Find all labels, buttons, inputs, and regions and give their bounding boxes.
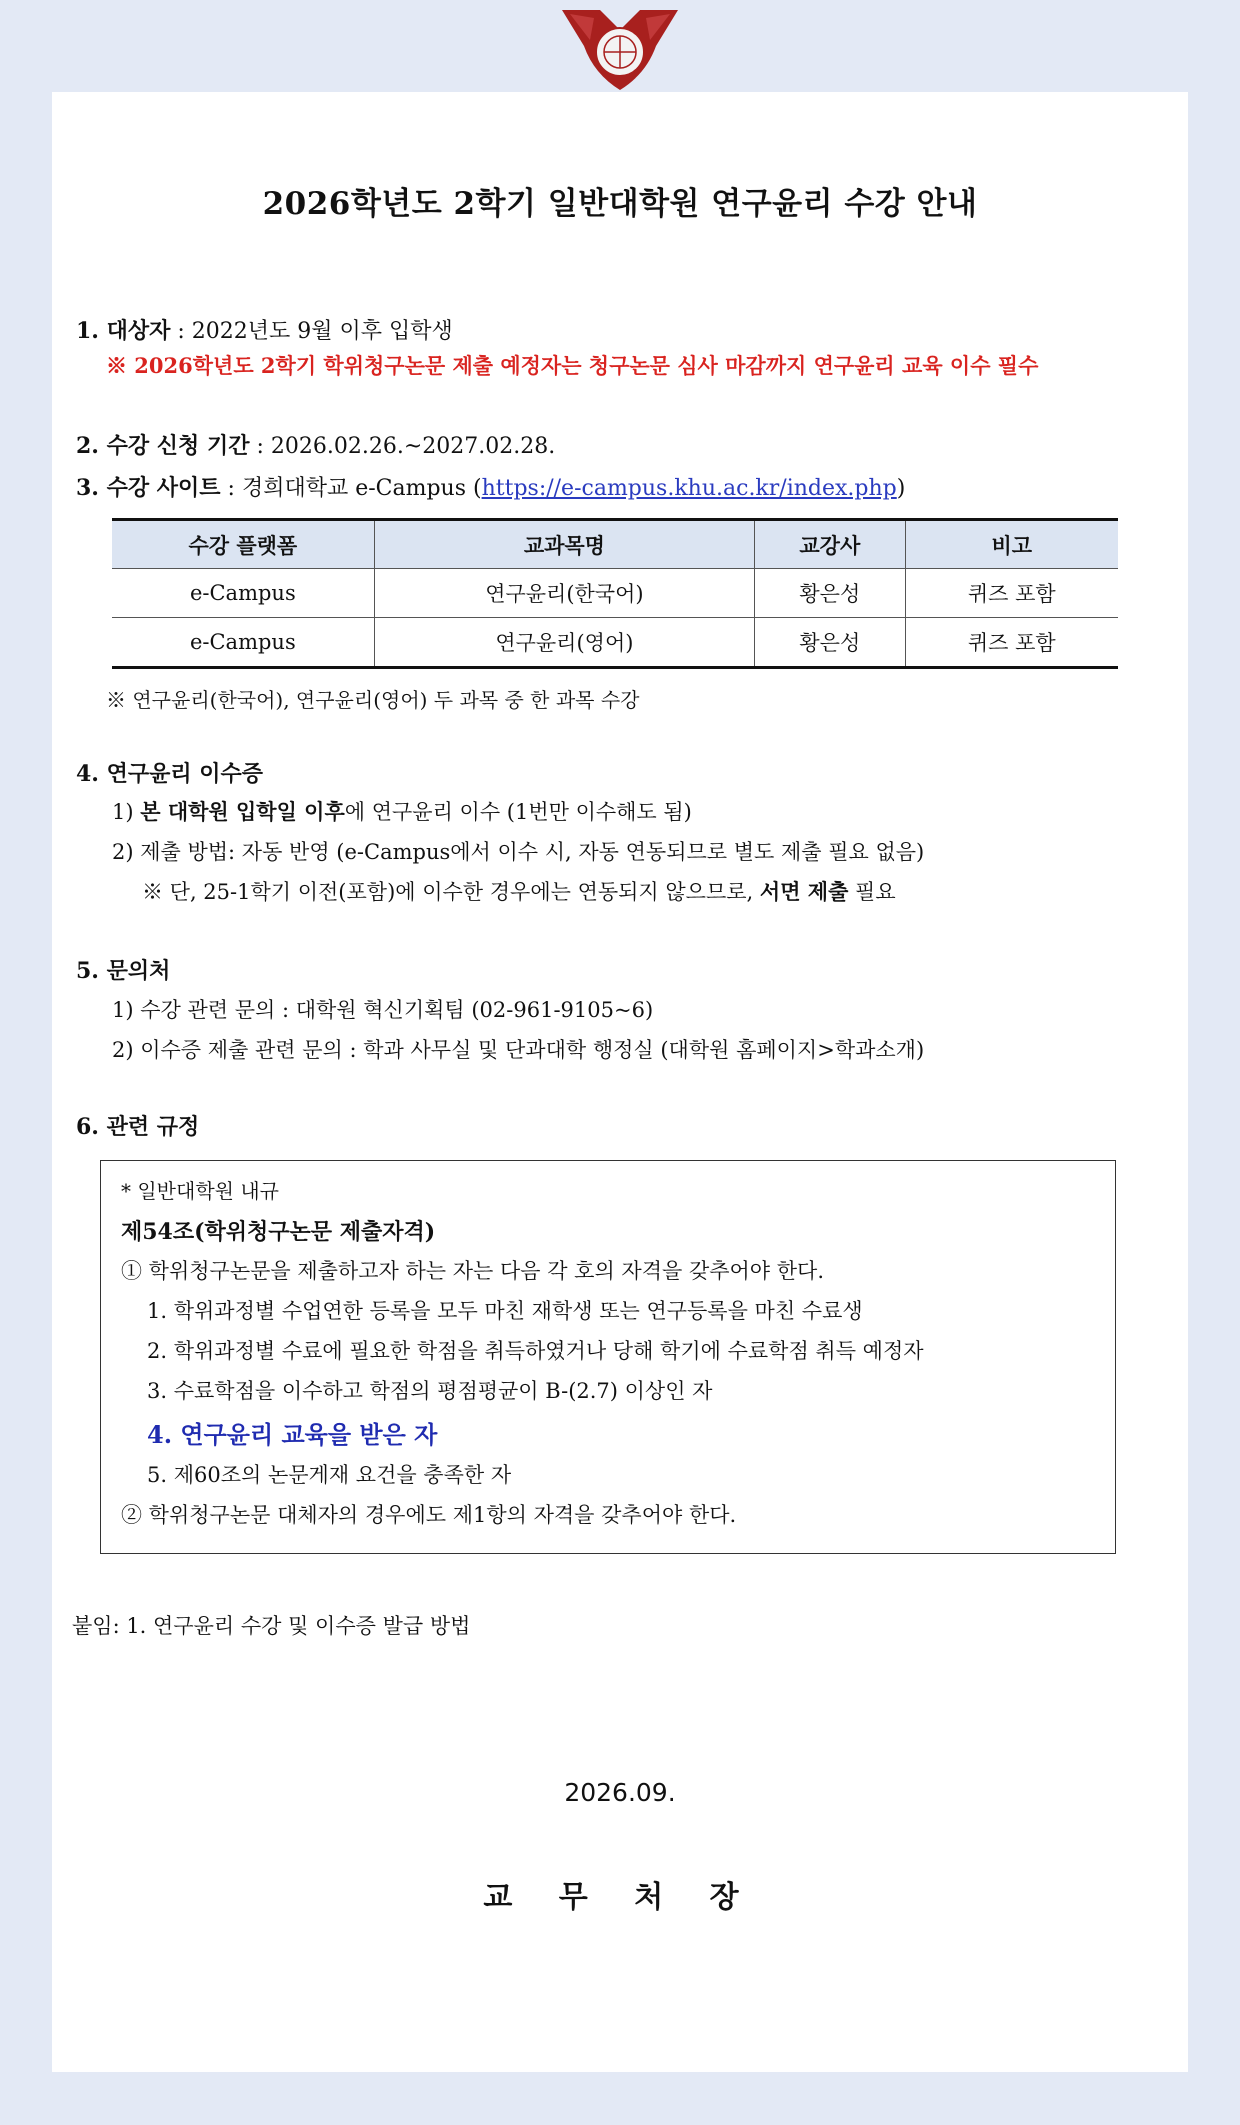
- certificate-note-bold: 서면 제출: [759, 879, 849, 904]
- certificate-note-prefix: ※ 단, 25-1학기 이전(포함)에 이수한 경우에는 연동되지 않으므로,: [142, 880, 760, 904]
- university-seal-logo: [560, 6, 680, 92]
- certificate-item-1-bold: 본 대학원 입학일 이후: [140, 799, 345, 824]
- regulation-paragraph-1: ① 학위청구논문을 제출하고자 하는 자는 다음 각 호의 자격을 갖추어야 한다.: [121, 1259, 825, 1283]
- table-row: [112, 618, 1118, 668]
- document-title: 2026학년도 2학기 일반대학원 연구윤리 수강 안내: [262, 186, 978, 222]
- certificate-item-1: [112, 796, 692, 826]
- section-period-label: 2. 수강 신청 기간: [76, 433, 250, 459]
- table-cell: 황은성: [755, 569, 906, 618]
- signature: 교 무 처 장: [483, 1880, 757, 1915]
- regulation-paragraph-2: ② 학위청구논문 대체자의 경우에도 제1항의 자격을 갖추어야 한다.: [121, 1503, 737, 1527]
- certificate-item-1-prefix: 1): [112, 800, 141, 824]
- certificate-note-suffix: 필요: [848, 880, 896, 904]
- table-header-cell: 교강사: [755, 520, 906, 569]
- table-cell: 황은성: [755, 618, 906, 668]
- section-site: [76, 471, 905, 502]
- table-note: ※ 연구윤리(한국어), 연구윤리(영어) 두 과목 중 한 과목 수강: [106, 688, 640, 712]
- contact-item-2: 2) 이수증 제출 관련 문의 : 학과 사무실 및 단과대학 행정실 (대학원 홈페이지>학과소개): [112, 1038, 925, 1062]
- section-target-label: 1. 대상자: [76, 318, 171, 344]
- attachment: 붙임: 1. 연구윤리 수강 및 이수증 발급 방법: [72, 1614, 471, 1638]
- document-page: [52, 92, 1188, 2072]
- section-period: [76, 429, 555, 460]
- regulation-box: [100, 1160, 1116, 1554]
- regulation-article: 제54조(학위청구논문 제출자격): [121, 1219, 436, 1245]
- document-date: 2026.09.: [564, 1778, 676, 1807]
- table-cell: e-Campus: [112, 569, 374, 618]
- ecampus-link[interactable]: https://e-campus.khu.ac.kr/index.php: [481, 476, 897, 501]
- section-site-label: 3. 수강 사이트: [76, 475, 221, 501]
- table-cell: 연구윤리(한국어): [374, 569, 754, 618]
- section-regulation-label: 6. 관련 규정: [76, 1114, 200, 1140]
- table-row: [112, 569, 1118, 618]
- course-table: [112, 518, 1118, 669]
- regulation-item: 3. 수료학점을 이수하고 학점의 평점평균이 B-(2.7) 이상인 자: [147, 1379, 713, 1403]
- section-target-note: ※ 2026학년도 2학기 학위청구논문 제출 예정자는 청구논문 심사 마감까지 연구윤리 교육 이수 필수: [106, 353, 1039, 378]
- table-header-cell: 교과목명: [374, 520, 754, 569]
- section-target: [76, 314, 453, 345]
- regulation-source: * 일반대학원 내규: [121, 1179, 279, 1203]
- contact-item-1: 1) 수강 관련 문의 : 대학원 혁신기획팀 (02-961-9105~6): [112, 998, 654, 1022]
- section-period-value: : 2026.02.26.~2027.02.28.: [249, 434, 556, 459]
- table-cell: 퀴즈 포함: [905, 569, 1118, 618]
- section-certificate-label: 4. 연구윤리 이수증: [76, 761, 264, 787]
- table-header-row: [112, 520, 1118, 569]
- regulation-item: 1. 학위과정별 수업연한 등록을 모두 마친 재학생 또는 연구등록을 마친 수료생: [147, 1299, 863, 1323]
- certificate-item-2: 2) 제출 방법: 자동 반영 (e-Campus에서 이수 시, 자동 연동되므로 별도 제출 필요 없음): [112, 840, 925, 864]
- section-site-suffix: ): [896, 476, 906, 501]
- certificate-item-1-rest: 에 연구윤리 이수 (1번만 이수해도 됨): [344, 800, 692, 824]
- table-cell: 연구윤리(영어): [374, 618, 754, 668]
- table-cell: e-Campus: [112, 618, 374, 668]
- section-site-value: : 경희대학교 e-Campus (: [220, 476, 482, 501]
- certificate-item-2-note: [142, 876, 896, 906]
- table-header-cell: 수강 플랫폼: [112, 520, 374, 569]
- table-header-cell: 비고: [905, 520, 1118, 569]
- section-contact-label: 5. 문의처: [76, 958, 171, 984]
- table-cell: 퀴즈 포함: [905, 618, 1118, 668]
- regulation-item-highlight: 4. 연구윤리 교육을 받은 자: [147, 1420, 438, 1449]
- regulation-item: 5. 제60조의 논문게재 요건을 충족한 자: [147, 1463, 512, 1487]
- section-target-value: : 2022년도 9월 이후 입학생: [170, 319, 453, 344]
- regulation-item: 2. 학위과정별 수료에 필요한 학점을 취득하였거나 당해 학기에 수료학점 취득 예정자: [147, 1339, 924, 1363]
